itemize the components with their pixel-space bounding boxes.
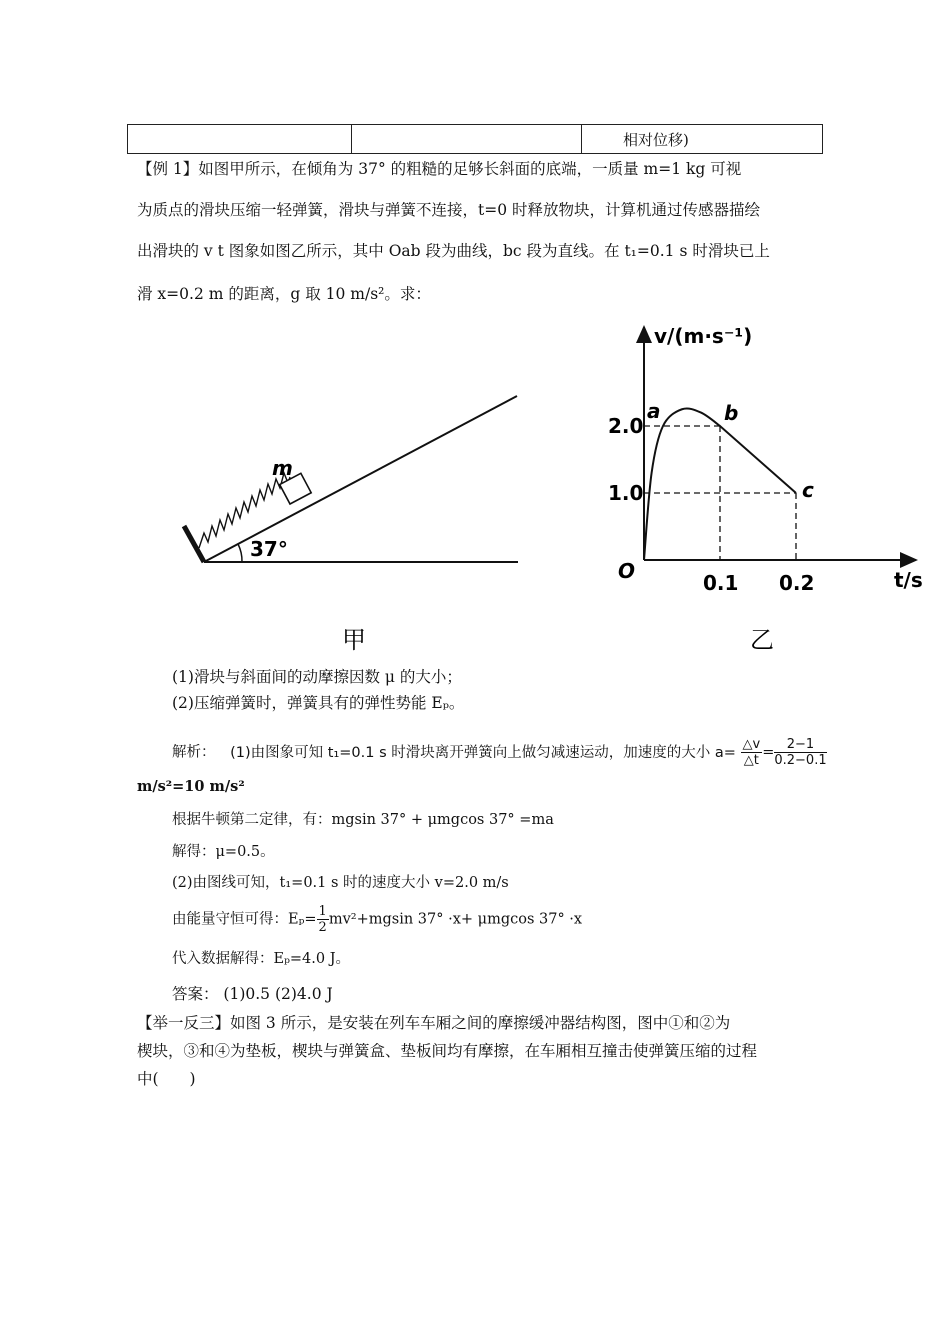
example-line-1: 【例 1】如图甲所示，在倾角为 37° 的粗糙的足够长斜面的底端，一质量 m=1 kg 可视 xyxy=(137,160,742,178)
example-line-4: 滑 x=0.2 m 的距离，g 取 10 m/s²。求： xyxy=(137,285,431,303)
incline-figure xyxy=(170,380,530,660)
x-tick-label: 0.2 xyxy=(779,571,815,595)
y-axis-label: v/(m·s⁻¹) xyxy=(654,324,753,348)
figure-caption-right: 乙 xyxy=(750,626,774,654)
equals-sign: = xyxy=(762,744,775,761)
fraction-denominator: 2 xyxy=(318,920,327,935)
fraction-values xyxy=(774,737,826,768)
table-row xyxy=(127,124,823,154)
vt-chart xyxy=(580,315,940,665)
question-2: (2)压缩弹簧时，弹簧具有的弹性势能 Eₚ。 xyxy=(172,694,465,712)
mass-label: m xyxy=(272,456,293,480)
solution-line-5 xyxy=(172,904,862,935)
followup-line-1: 【举一反三】如图 3 所示，是安装在列车车厢之间的摩擦缓冲器结构图，图中①和②为 xyxy=(137,1014,731,1032)
y-tick-label: 1.0 xyxy=(608,481,644,505)
solution-line-2: 根据牛顿第二定律，有：mgsin 37° + μmgcos 37° =ma xyxy=(172,812,554,828)
point-label-c: c xyxy=(802,478,814,502)
angle-arc xyxy=(238,544,242,562)
solution-line-4: (2)由图线可知，t₁=0.1 s 时的速度大小 v=2.0 m/s xyxy=(172,875,509,891)
question-1: (1)滑块与斜面间的动摩擦因数 μ 的大小； xyxy=(172,668,462,686)
point-label-b: b xyxy=(724,401,739,425)
example-line-2: 为质点的滑块压缩一轻弹簧，滑块与弹簧不连接，t=0 时释放物块，计算机通过传感器描绘 xyxy=(137,201,761,219)
y-tick-label: 2.0 xyxy=(608,414,644,438)
figure-caption-left: 甲 xyxy=(342,626,366,654)
fraction-denominator: △t xyxy=(743,753,759,768)
fraction-numerator: △v xyxy=(742,737,761,752)
solution-line-3: 解得：μ=0.5。 xyxy=(172,844,275,860)
solution-text-5a: 由能量守恒可得：Eₚ= xyxy=(172,911,317,928)
example-line-3: 出滑块的 v t 图象如图乙所示，其中 Oab 段为曲线，bc 段为直线。在 t₁=0.1 s 时滑块已上 xyxy=(137,242,770,260)
table-cell-text: 相对位移) xyxy=(623,131,689,149)
solution-line-1-tail: m/s²=10 m/s² xyxy=(137,778,245,795)
point-label-a: a xyxy=(647,399,661,423)
fraction-half xyxy=(317,904,329,935)
x-tick-label: 0.1 xyxy=(703,571,739,595)
x-axis-label: t/s xyxy=(894,568,923,592)
angle-label: 37° xyxy=(250,537,288,561)
solution-label: 解析： xyxy=(172,744,216,761)
table-divider xyxy=(581,125,582,153)
solution-text-1: (1)由图象可知 t₁=0.1 s 时滑块离开弹簧向上做匀减速运动，加速度的大小 a= xyxy=(230,744,736,761)
fraction-numerator: 1 xyxy=(318,904,327,919)
fraction-numerator: 2−1 xyxy=(774,737,826,753)
table-divider xyxy=(351,125,352,153)
fraction-dv-dt xyxy=(741,737,763,768)
origin-label: O xyxy=(618,559,636,583)
fraction-denominator: 0.2−0.1 xyxy=(774,753,827,768)
solution-text-5b: mv²+mgsin 37° ·x+ μmgcos 37° ·x xyxy=(328,911,583,928)
solution-line-6: 代入数据解得：Eₚ=4.0 J。 xyxy=(172,951,351,967)
answer-line: 答案： (1)0.5 (2)4.0 J xyxy=(172,985,333,1003)
followup-line-3: 中( ) xyxy=(137,1070,196,1088)
followup-line-2: 楔块，③和④为垫板，楔块与弹簧盒、垫板间均有摩擦，在车厢相互撞击使弹簧压缩的过程 xyxy=(137,1042,758,1060)
solution-line-1 xyxy=(172,737,892,768)
